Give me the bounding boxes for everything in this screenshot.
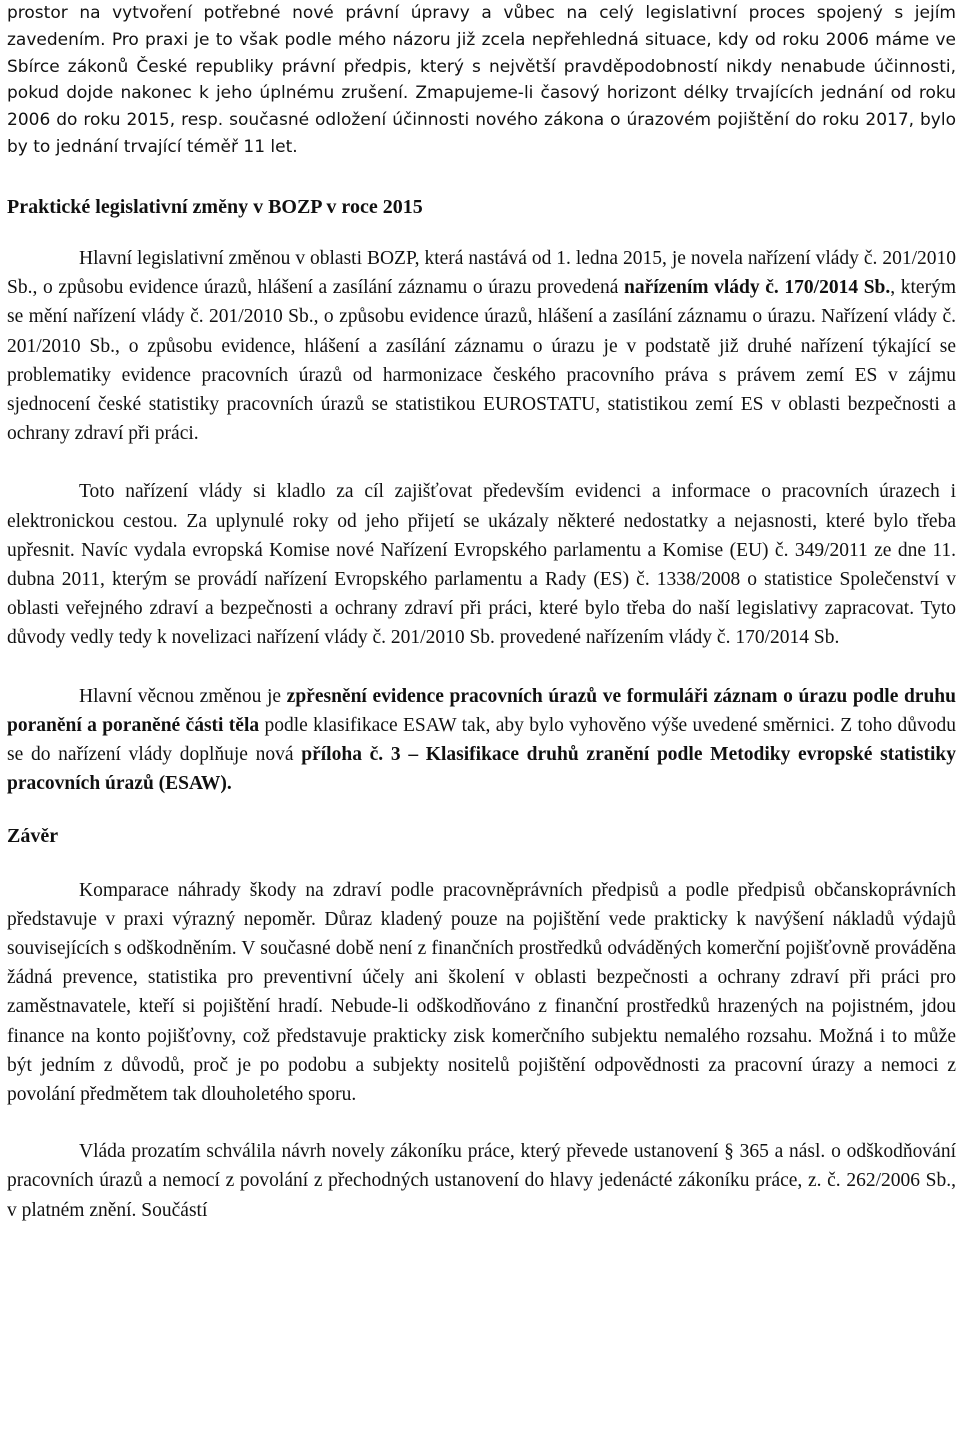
section-heading-conclusion: Závěr <box>7 825 59 848</box>
paragraph-regulation-goal: Toto nařízení vlády si kladlo za cíl zajišťovat především evidenci a informace o pracovních úrazech i elektronickou cestou. Za uplynulé roky od jeho přijetí se ukázaly některé nedostatky a nejasnosti, které bylo třeba upřesnit. Navíc vydala evropská Komise nové Nařízení Evropského parlamentu a Komise (EU) č. 349/2011 ze dne 11. dubna 2011, kterým se provádí nařízení Evropského parlamentu a Rady (ES) č. 1338/2008 o statistice Společenství v oblasti veřejného zdraví a bezpečnosti a ochrany zdraví při práci, které bylo třeba do naší legislativy zapracovat. Tyto důvody vedly tedy k novelizaci nařízení vlády č. 201/2010 Sb. provedené nařízením vlády č. 170/2014 Sb. <box>7 481 956 649</box>
paragraph-government: Vláda prozatím schválila návrh novely zákoníku práce, který převede ustanovení § 365 a násl. o odškodňování pracovních úrazů a nemocí z povolání z přechodných ustanovení do hlavy jedenácté zákoníku práce, z. č. 262/2006 Sb., v platném znění. Součástí <box>7 1141 956 1221</box>
bold-emphasis: zpřesnění evidence pracovních úrazů ve formuláři záznam o úrazu podle druhu poranění a poraněné části těla <box>7 685 957 736</box>
paragraph-comparison: Komparace náhrady škody na zdraví podle pracovněprávních předpisů a podle předpisů občanskoprávních představuje v praxi výrazný nepoměr. Důraz kladený pouze na pojištění vede prakticky k navýšení nákladů výdajů souvisejících s odškodněním. V současné době není z finančních prostředků odváděných komerční pojišťovně prováděna žádná prevence, statistika pro preventivní účely ani školení v oblasti bezpečnosti a ochrany zdraví při práci pro zaměstnavatele, kteří si pojištění hradí. Nebude-li odškodňováno z finanční prostředků hrazených na pojistném, jdou finance na konto pojišťovny, což představuje prakticky zisk komerčního subjektu nemalého rozsahu. Možná i to může být jedním z důvodů, proč je po podobu a subjekty nositelů pojištění odpovědnosti za pracovní úrazy a nemoci z povolání předmětem tak dlouholetého sporu. <box>7 879 956 1106</box>
paragraph-text: , kterým se mění nařízení vlády č. 201/2010 Sb., o způsobu evidence úrazů, hlášení a zasílání záznamu o úrazu. Nařízení vlády č. 201/2010 Sb., o způsobu evidence, hlášení a zasílání záznamu o úrazu je v podstatě již druhé nařízení týkající se problematiky evidence pracovních úrazů od harmonizace českého pracovního práva s právem zemí ES v zájmu sjednocení české statistiky pracovních úrazů se statistikou EUROSTATU, statistikou zemí ES v oblasti bezpečnosti a ochrany zdraví při práci. <box>7 277 956 445</box>
bold-reference: nařízením vlády č. 170/2014 Sb. <box>624 277 891 299</box>
bold-annex: příloha č. 3 – Klasifikace druhů zranění podle Metodiky evropské statistiky pracovních úrazů (ESAW). <box>7 744 956 795</box>
intro-paragraph: prostor na vytvoření potřebné nové právní úpravy a vůbec na celý legislativní proces spojený s jejím zavedením. Pro praxi je to však podle mého názoru již zcela nepřehledná situace, kdy od roku 2006 máme ve Sbírce zákonů České republiky právní předpis, který s největší pravděpodobností nikdy nenabude účinnosti, pokud dojde nakonec k jeho úplnému zrušení. Zmapujeme-li časový horizont délky trvajících jednání od roku 2006 do roku 2015, resp. současné odložení účinnosti nového zákona o úrazovém pojištění do roku 2017, bylo by to jednání trvající téměř 11 let. <box>7 3 956 157</box>
paragraph-bozp-changes <box>7 244 956 448</box>
section-heading-bozp: Praktické legislativní změny v BOZP v roce 2015 <box>7 195 423 218</box>
paragraph-text: podle klasifikace ESAW tak, aby bylo vyhověno výše uvedené směrnici. Z toho důvodu se do nařízení vlády doplňuje nová <box>7 714 957 766</box>
paragraph-text: Hlavní legislativní změnou v oblasti BOZP, která nastává od 1. ledna 2015, je novela nařízení vlády č. 201/2010 Sb., o způsobu evidence úrazů, hlášení a zasílání záznamu o úrazu provedená <box>7 247 956 299</box>
paragraph-main-change <box>7 682 956 799</box>
paragraph-text: Hlavní věcnou změnou je <box>79 685 287 707</box>
